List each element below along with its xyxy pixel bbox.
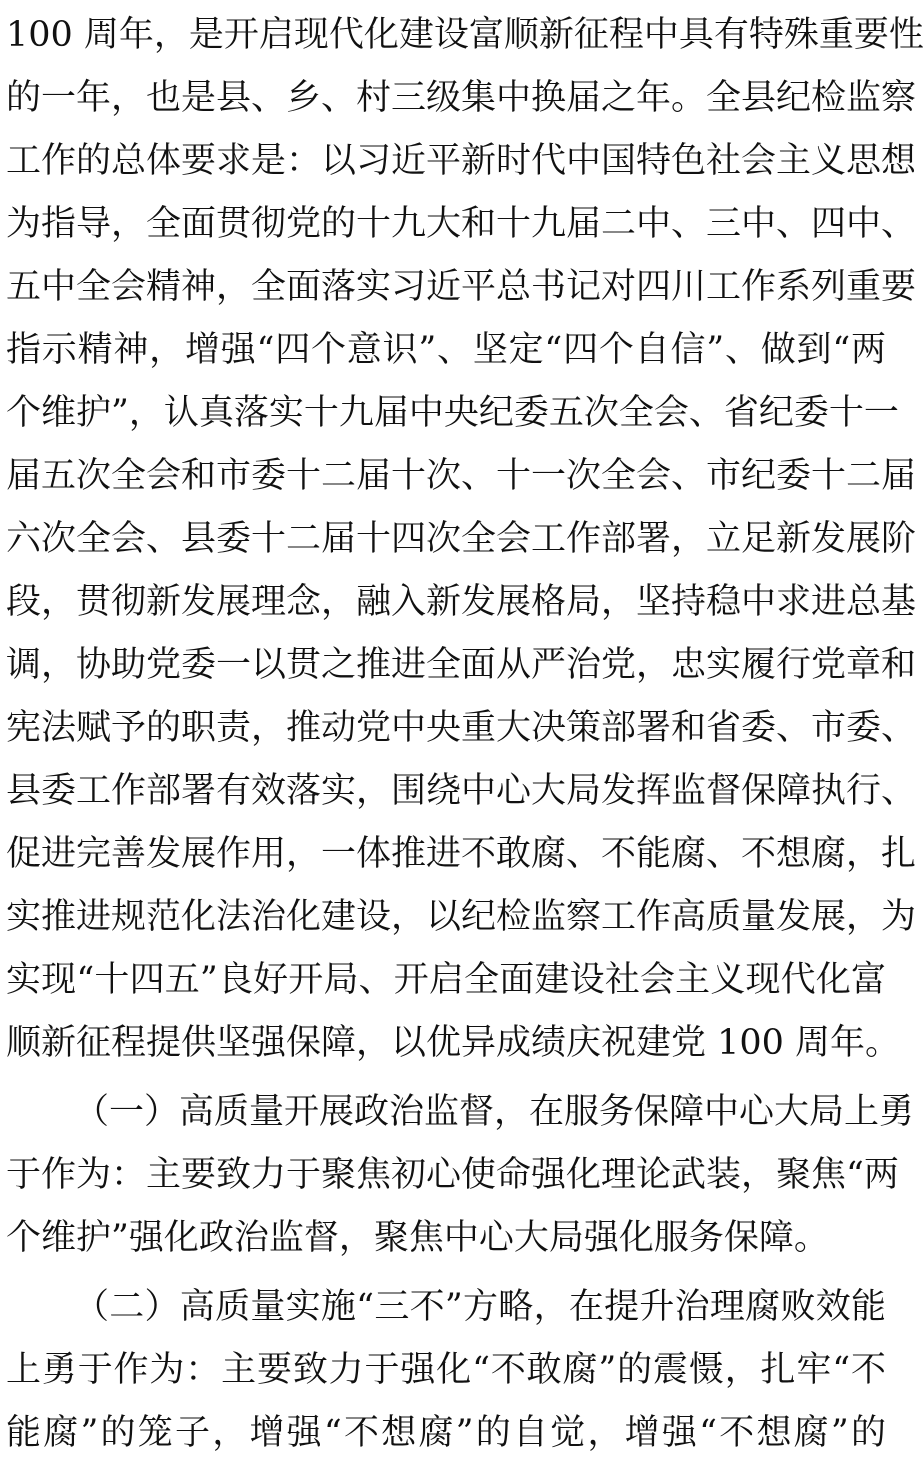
text-line: 宪法赋予的职责，推动党中央重大决策部署和省委、市委、 — [6, 708, 917, 748]
text-line: 能腐”的笼子，增强“不想腐”的自觉，增强“不想腐”的 — [6, 1413, 886, 1453]
text-line: 100 周年，是开启现代化建设富顺新征程中具有特殊重要性 — [6, 15, 924, 55]
section-heading-line: （一）高质量开展政治监督，在服务保障中心大局上勇 — [74, 1092, 915, 1132]
text-line: 个维护”，认真落实十九届中央纪委五次全会、省纪委十一 — [6, 393, 899, 433]
text-line: 调，协助党委一以贯之推进全面从严治党，忠实履行党章和 — [6, 645, 917, 685]
text-line: 段，贯彻新发展理念，融入新发展格局，坚持稳中求进总基 — [6, 582, 917, 622]
text-line: 实现“十四五”良好开局、开启全面建设社会主义现代化富 — [6, 960, 886, 1000]
text-line: 顺新征程提供坚强保障，以优异成绩庆祝建党 100 周年。 — [6, 1023, 901, 1063]
text-line: 为指导，全面贯彻党的十九大和十九届二中、三中、四中、 — [6, 204, 917, 244]
section-heading-line: （二）高质量实施“三不”方略，在提升治理腐败效能 — [74, 1287, 886, 1327]
text-line: 县委工作部署有效落实，围绕中心大局发挥监督保障执行、 — [6, 771, 917, 811]
text-line: 工作的总体要求是：以习近平新时代中国特色社会主义思想 — [6, 141, 917, 181]
text-line: 实推进规范化法治化建设，以纪检监察工作高质量发展，为 — [6, 897, 917, 937]
text-line: 个维护”强化政治监督，聚焦中心大局强化服务保障。 — [6, 1218, 829, 1258]
text-line: 促进完善发展作用，一体推进不敢腐、不能腐、不想腐，扎 — [6, 834, 917, 874]
text-line: 上勇于作为：主要致力于强化“不敢腐”的震慑，扎牢“不 — [6, 1350, 886, 1390]
text-line: 五中全会精神，全面落实习近平总书记对四川工作系列重要 — [6, 267, 917, 307]
text-line: 届五次全会和市委十二届十次、十一次全会、市纪委十二届 — [6, 456, 917, 496]
text-line: 的一年，也是县、乡、村三级集中换届之年。全县纪检监察 — [6, 78, 917, 118]
text-line: 六次全会、县委十二届十四次全会工作部署，立足新发展阶 — [6, 519, 917, 559]
text-line: 于作为：主要致力于聚焦初心使命强化理论武装，聚焦“两 — [6, 1155, 899, 1195]
text-line: 指示精神，增强“四个意识”、坚定“四个自信”、做到“两 — [6, 330, 886, 370]
